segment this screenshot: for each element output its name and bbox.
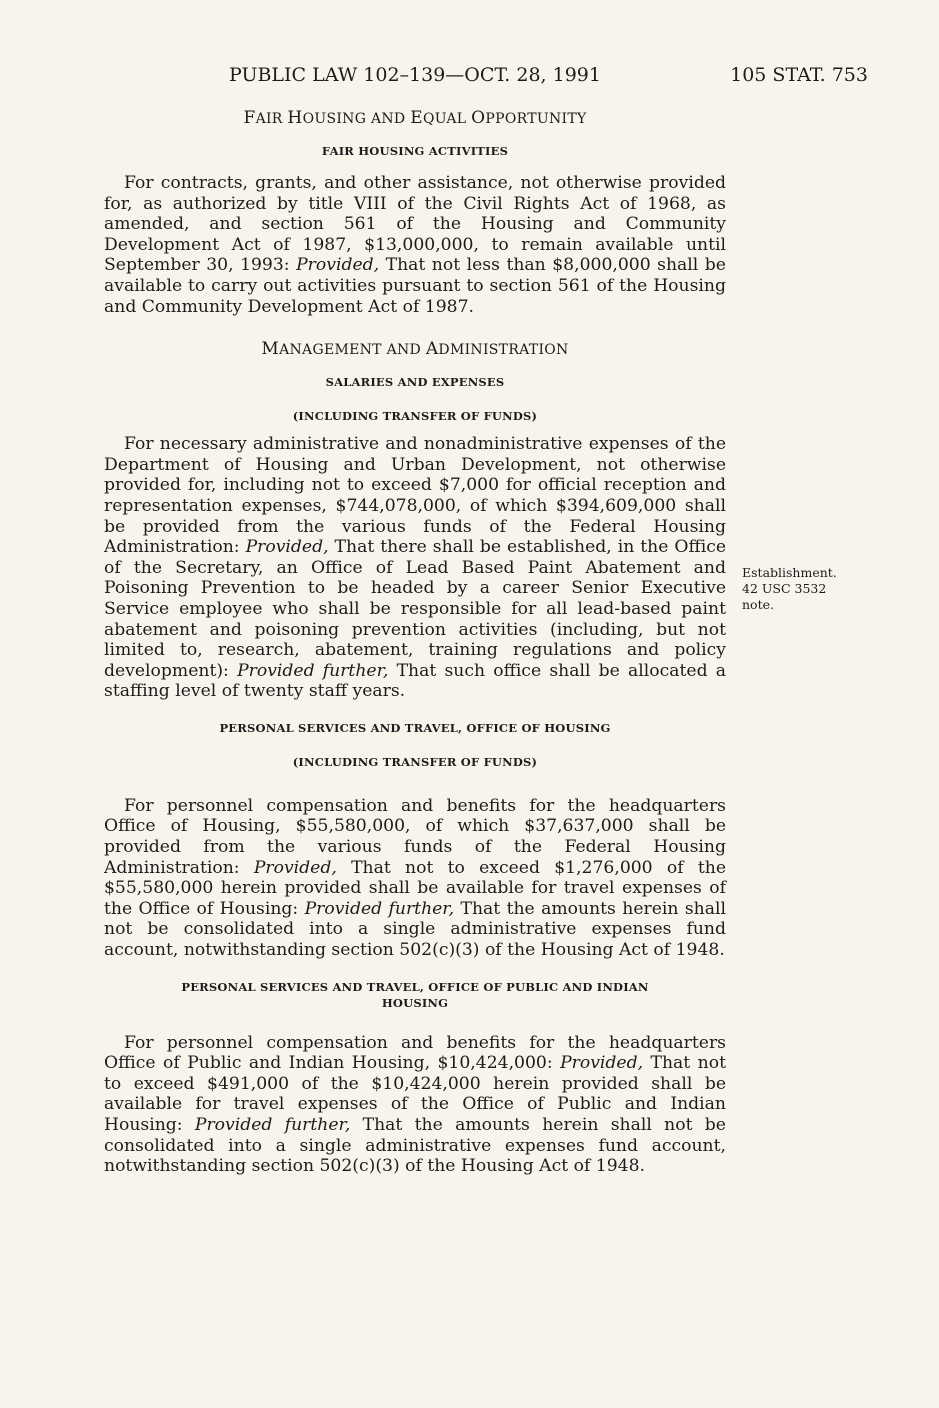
subtitle-salaries-expenses: SALARIES AND EXPENSES <box>325 375 505 390</box>
subtitle-personal-services-pih-1: PERSONAL SERVICES AND TRAVEL, OFFICE OF PUBLIC AND INDIAN <box>181 979 649 994</box>
paragraph-fair-housing-activities: For contracts, grants, and other assistance, not otherwise provided for, as authorized by title VIII of the Civil Rights Act of 1968, as amended, and section 561 of the Housing and Community Development Act of 1987, $13,000,000, to remain available until September 30, 1993: Provided, That not less than $8,000,000 shall be available to carry out activities pursuant to section 561 of the Housing and Community Development Act of 1987. <box>104 173 726 317</box>
subtitle-personal-services-pih-2: HOUSING <box>381 995 449 1010</box>
margin-note-usc: 42 USC 3532 <box>742 581 827 596</box>
margin-note-note: note. <box>742 597 774 612</box>
margin-note <box>742 565 872 613</box>
section-title-fair-housing <box>104 108 726 129</box>
subtitle-transfer-of-funds-1: (INCLUDING TRANSFER OF FUNDS) <box>292 409 538 424</box>
section-title-management-text: MANAGEMENT AND ADMINISTRATION <box>261 339 569 360</box>
paragraph-salaries-expenses: For necessary administrative and nonadministrative expenses of the Department of Housing and Urban Development, not otherwise provided for, including not to exceed $7,000 for official reception and representation expenses, $744,078,000, of which $394,609,000 shall be provided from the various funds of the Federal Housing Administration: Provided, That there shall be established, in the Office of the Secretary, an Office of Lead Based Paint Abatement and Poisoning Prevention to be headed by a career Senior Executive Service employee who shall be responsible for all lead-based paint abatement and poisoning prevention activities (including, but not limited to, research, abatement, training regulations and policy development): Provided further, That such office shall be allocated a staffing level of twenty staff years. <box>104 434 727 702</box>
running-title: PUBLIC LAW 102–139—OCT. 28, 1991 <box>229 64 601 86</box>
main-column <box>104 108 726 1177</box>
subtitle-personal-services-housing: PERSONAL SERVICES AND TRAVEL, OFFICE OF HOUSING <box>219 720 611 735</box>
section-title-management <box>104 339 726 360</box>
paragraph-personal-services-housing: For personnel compensation and benefits for the headquarters Office of Housing, $55,580,000, of which $37,637,000 shall be provided from the various funds of the Federal Housing Administration: Provided, That not to exceed $1,276,000 of the $55,580,000 herein provided shall be available for travel expenses of the Office of Housing: Provided further, That the amounts herein shall not be consolidated into a single administrative expenses fund account, notwithstanding section 502(c)(3) of the Housing Act of 1948. <box>104 795 726 961</box>
stat-reference: 105 STAT. 753 <box>730 64 868 86</box>
section-title-fair-housing-text: FAIR HOUSING AND EQUAL OPPORTUNITY <box>243 108 587 128</box>
subtitle-fair-housing-activities: FAIR HOUSING ACTIVITIES <box>321 144 509 158</box>
margin-note-establishment: Establishment. <box>742 565 837 580</box>
paragraph-personal-services-pih: For personnel compensation and benefits for the headquarters Office of Public and Indian Housing, $10,424,000: Provided, That not to exceed $491,000 of the $10,424,000 herein provided shall be available for travel expenses of the Office of Public and Indian Housing: Provided further, That the amounts herein shall not be consolidated into a single administrative expenses fund account, notwithstanding section 502(c)(3) of the Housing Act of 1948. <box>104 1032 726 1177</box>
subtitle-transfer-of-funds-2: (INCLUDING TRANSFER OF FUNDS) <box>292 754 538 769</box>
